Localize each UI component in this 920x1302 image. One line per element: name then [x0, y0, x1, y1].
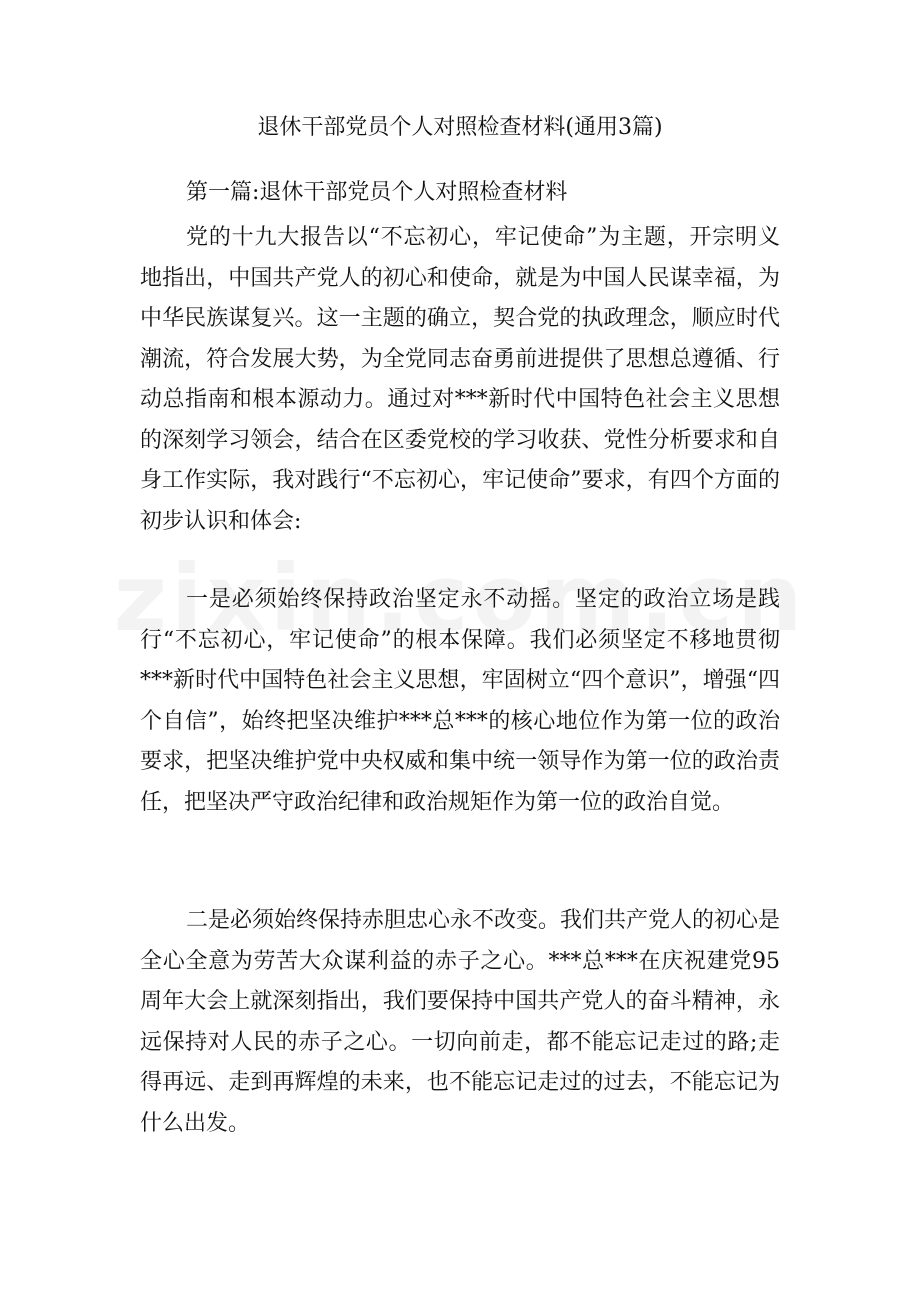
paragraph-intro: 党的十九大报告以“不忘初心，牢记使命”为主题，开宗明义地指出，中国共产党人的初心和使命，就是为中国人民谋幸福，为中华民族谋复兴。这一主题的确立，契合党的执政理念，顺应时代潮流，符合发展大势，为全党同志奋勇前进提供了思想总遵循、行动总指南和根本源动力。通过对***新时代中国特色社会主义思想的深刻学习领会，结合在区委党校的学习收获、党性分析要求和自身工作实际，我对践行“不忘初心，牢记使命”要求，有四个方面的初步认识和体会: — [140, 225, 780, 534]
section-heading: 第一篇:退休干部党员个人对照检查材料 — [186, 180, 568, 205]
paragraph-point-two: 二是必须始终保持赤胆忠心永不改变。我们共产党人的初心是全心全意为劳苦大众谋利益的赤子之心。***总***在庆祝建党95周年大会上就深刻指出，我们要保持中国共产党人的奋斗精神，永远保持对人民的赤子之心。一切向前走，都不能忘记走过的路;走得再远、走到再辉煌的未来，也不能忘记走过的过去，不能忘记为什么出发。 — [140, 908, 781, 1136]
document-title: 退休干部党员个人对照检查材料(通用3篇) — [257, 115, 663, 140]
paragraph-point-one: 一是必须始终保持政治坚定永不动摇。坚定的政治立场是践行“不忘初心，牢记使命”的根本保障。我们必须坚定不移地贯彻***新时代中国特色社会主义思想，牢固树立“四个意识”，增强“四个自信”，始终把坚决维护***总***的核心地位作为第一位的政治要求，把坚决维护党中央权威和集中统一领导作为第一位的政治责任，把坚决严守政治纪律和政治规矩作为第一位的政治自觉。 — [140, 587, 780, 815]
